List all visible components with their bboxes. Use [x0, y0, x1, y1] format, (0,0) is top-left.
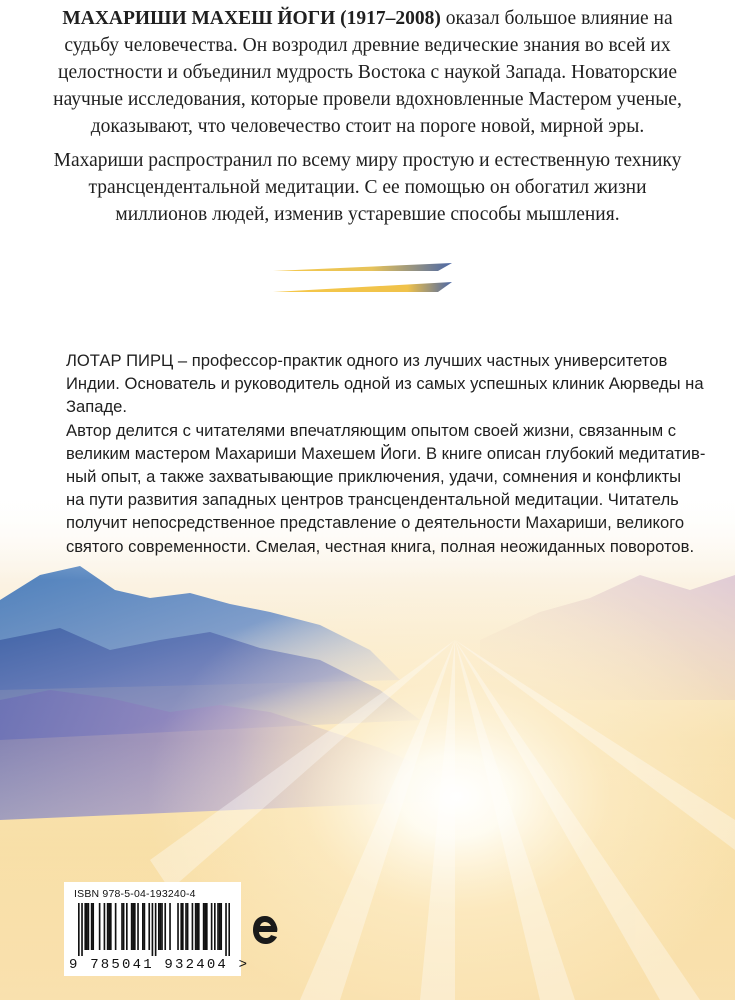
- barcode-bar: [86, 903, 88, 950]
- intro-line-3: целостности и объединил мудрость Востока с наукой Запада. Новаторские: [58, 62, 677, 83]
- intro-line-4: научные исследования, которые провели вдохновленные Мастером ученые,: [53, 89, 682, 110]
- intro-line-2: судьбу человечества. Он возродил древние ведические знания во всей их: [64, 35, 671, 56]
- barcode-bar: [144, 903, 146, 950]
- barcode-bar: [91, 903, 93, 950]
- barcode-bar: [192, 903, 194, 950]
- barcode-bar: [99, 903, 101, 950]
- barcode-bar: [131, 903, 133, 950]
- about-line-7: на пути развития западных центров трансцендентальной медитации. Читатель: [66, 490, 679, 510]
- barcode-bar: [180, 903, 182, 950]
- barcode-bar: [219, 903, 221, 950]
- about-line-3: Западе.: [66, 397, 127, 417]
- barcode-bar: [155, 903, 157, 956]
- barcode-bar: [148, 903, 150, 950]
- barcode-bar: [195, 903, 197, 950]
- isbn-barcode-panel: [64, 882, 250, 976]
- technique-paragraph: [40, 147, 695, 228]
- barcode-bar: [198, 903, 200, 950]
- intro-line-5: доказывают, что человечество стоит на пороге новой, мирной эры.: [90, 116, 645, 137]
- barcode-bar: [203, 903, 205, 950]
- barcode-bar: [217, 903, 219, 950]
- barcode-bar: [88, 903, 90, 950]
- barcode-bar: [161, 903, 163, 950]
- barcode-bar: [107, 903, 109, 950]
- divider-stripe-bottom: [273, 282, 452, 292]
- barcode-bar: [132, 903, 134, 950]
- about-line-4: Автор делится с читателями впечатляющим опытом своей жизни, связанным с: [66, 420, 677, 440]
- barcode-bar: [134, 903, 136, 950]
- barcode-bar: [123, 903, 125, 950]
- barcode-bar: [78, 903, 80, 956]
- about-line-2: Индии. Основатель и руководитель одной из самых успешных клиник Аюрведы на: [66, 374, 704, 394]
- barcode-bar: [110, 903, 112, 950]
- about-line-1: ЛОТАР ПИРЦ – профессор-практик одного из лучших частных университетов: [66, 351, 668, 370]
- intro-paragraph: [40, 5, 695, 140]
- ean-digits: 9 785041 932404 >: [69, 957, 250, 973]
- about-line-5: великим мастером Махариши Махешем Йоги. В книге описан глубокий медитатив-: [66, 443, 706, 463]
- barcode-bar: [220, 903, 222, 950]
- barcode-bar: [169, 903, 171, 950]
- barcode: [78, 903, 230, 956]
- about-line-6: ный опыт, а также захватывающие приключения, удачи, сомнения и конфликты: [66, 467, 682, 487]
- barcode-bar: [152, 903, 154, 956]
- barcode-bar: [126, 903, 128, 950]
- barcode-bar: [206, 903, 208, 950]
- barcode-bar: [115, 903, 117, 950]
- intro-line-1: оказал большое влияние на: [445, 8, 673, 29]
- barcode-bar: [92, 903, 94, 950]
- isbn-label: ISBN 978-5-04-193240-4: [74, 888, 196, 900]
- barcode-bar: [185, 903, 187, 950]
- technique-line-1: Махариши распространил по всему миру простую и естественную технику: [53, 150, 682, 171]
- author-name-heading: МАХАРИШИ МАХЕШ ЙОГИ (1917–2008): [62, 8, 441, 29]
- about-author-paragraph: [66, 349, 706, 558]
- barcode-bar: [204, 903, 206, 950]
- technique-line-3: миллионов людей, изменив устаревшие способы мышления.: [115, 204, 620, 225]
- barcode-bar: [164, 903, 166, 950]
- barcode-bar: [182, 903, 184, 950]
- eksmo-logo-icon: [250, 913, 280, 947]
- barcode-bar: [142, 903, 144, 950]
- barcode-bar: [228, 903, 230, 956]
- barcode-bar: [81, 903, 83, 956]
- barcode-bar: [225, 903, 227, 956]
- barcode-bar: [196, 903, 198, 950]
- barcode-bar: [108, 903, 110, 950]
- barcode-bar: [160, 903, 162, 950]
- barcode-bar: [158, 903, 160, 950]
- barcode-bar: [177, 903, 179, 950]
- barcode-bar: [121, 903, 123, 950]
- barcode-bar: [104, 903, 106, 950]
- technique-line-2: трансцендентальной медитации. С ее помощью он обогатил жизни: [88, 177, 647, 198]
- about-line-9: святого современности. Смелая, честная книга, полная неожиданных поворотов.: [66, 536, 695, 556]
- barcode-bar: [137, 903, 139, 950]
- barcode-bar: [211, 903, 213, 950]
- about-line-8: получит непосредственное представление о деятельности Махариши, великого: [66, 513, 685, 533]
- barcode-bar: [187, 903, 189, 950]
- barcode-bar: [84, 903, 86, 950]
- divider-stripe-top: [273, 263, 452, 271]
- decorative-divider: [270, 262, 455, 294]
- barcode-bar: [214, 903, 216, 950]
